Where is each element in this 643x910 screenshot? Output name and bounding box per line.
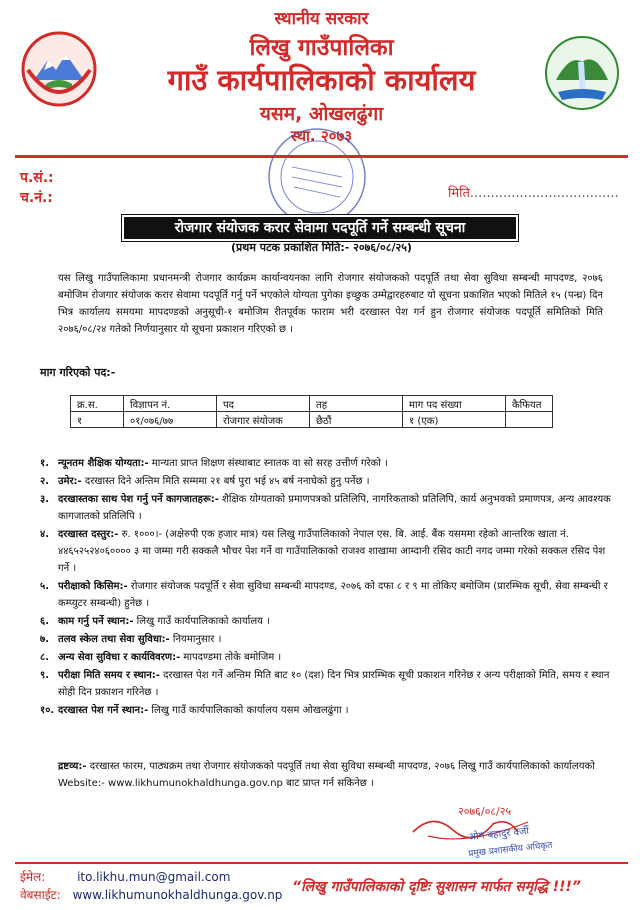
- item-label: दरखास्त दस्तुर:-: [58, 529, 119, 540]
- date-label: मिति: [448, 186, 470, 201]
- signature-date: २०७६/०८/२५: [458, 805, 512, 818]
- item-text: रोजगार संयोजक पदपूर्ति र सेवा सुविधा सम्बन्धी मापदण्ड, २०७६ को दफा ८ र ९ मा तोकिए बमोजिम (प्रारम्भिक सूची, सेवा सम्बन्धी र कम्प्युटर सम्बन्धी) हुनेछ ।: [58, 581, 608, 609]
- need-label: माग गरिएको पद:-: [40, 366, 116, 379]
- item-number: १.: [40, 458, 49, 469]
- header-divider: [15, 155, 628, 158]
- list-item: [40, 702, 615, 719]
- footer-slogan: “लिखु गाउँपालिकाको दृष्टिः सुशासन मार्फत समृद्धि !!!”: [292, 879, 581, 895]
- item-text: लिखु गाउँ कार्यपालिकाको कार्यालय यसम ओखलढुंगा ।: [148, 705, 349, 716]
- date-dots: ....................................: [469, 186, 619, 201]
- table-cell: ०१/०७६/७७: [124, 412, 217, 428]
- cn-label: च.नं.:: [20, 190, 53, 206]
- item-number: ८.: [40, 652, 49, 663]
- table-header-cell: क्र.स.: [71, 396, 124, 412]
- table-header-cell: माग पद संख्या: [403, 396, 506, 412]
- note-text: दरखास्त फारम, पाठ्यक्रम तथा रोजगार संयोजकको पदपूर्ति तथा सेवा सुविधा सम्बन्धी मापदण्ड, २०७६ लिखु गाउँ कार्यपालिकाको कार्यालयको Website:- www.likhumunokhaldhunga.gov.np बाट प्राप्त गर्न सकिनेछ ।: [58, 761, 595, 789]
- item-label: अन्य सेवा सुविधा र कार्यविवरण:-: [58, 652, 181, 663]
- notice-subtitle: (प्रथम पटक प्रकाशित मिति:- २०७६/०८/२५): [231, 241, 412, 254]
- table-header-row: [71, 396, 553, 412]
- email-label: ईमेल:: [20, 870, 46, 884]
- item-label: परीक्षाको किसिम:-: [58, 581, 128, 592]
- list-item: [40, 491, 615, 525]
- item-text: मान्यता प्राप्त शिक्षण संस्थाबाट स्नातक वा सो सरह उत्तीर्ण गरेको ।: [148, 458, 388, 469]
- table-cell: [506, 412, 553, 428]
- footer-email: [20, 868, 230, 885]
- header-line-1: स्थानीय सरकार: [274, 9, 369, 29]
- signature-name: ओम बहादुर दर्जी: [467, 825, 530, 844]
- header-line-4: यसम, ओखलढुंगा: [259, 103, 384, 125]
- date-field: [448, 183, 619, 201]
- item-text: लिखु गाउँ कार्यपालिकाको कार्यालय ।: [133, 616, 270, 627]
- item-text: नियमानुसार ।: [169, 634, 222, 645]
- ps-label: प.सं.:: [20, 170, 54, 186]
- header-line-3: गाउँ कार्यपालिकाको कार्यालय: [167, 63, 476, 97]
- item-number: ५.: [40, 581, 49, 592]
- table-header-cell: कैफियत: [506, 396, 553, 412]
- note: [58, 758, 618, 792]
- item-number: १०.: [40, 705, 55, 716]
- item-text: मापदण्डमा तोके बमोजिम ।: [180, 652, 282, 663]
- table-cell: १: [71, 412, 124, 428]
- header-line-2: लिखु गाउँपालिका: [249, 35, 394, 61]
- website-link[interactable]: www.likhumunokhaldhunga.gov.np: [72, 888, 283, 902]
- list-item: [40, 455, 615, 472]
- item-text: शैक्षिक योग्यताको प्रमाणपत्रको प्रतिलिपि, नागरिकताको प्रतिलिपि, कार्य अनुभवको प्रमाणपत्र, अन्य आवश्यक कागजातको प्रतिलिपि ।: [58, 494, 611, 522]
- footer-website: [20, 886, 282, 903]
- item-label: काम गर्नु पर्ने स्थान:-: [58, 616, 134, 627]
- website-label: वेबसाईट:: [20, 888, 61, 902]
- item-number: ६.: [40, 616, 49, 627]
- item-label: उमेर:-: [58, 476, 82, 487]
- item-label: न्यूनतम शैक्षिक योग्यता:-: [58, 458, 149, 469]
- table-cell: छैठौं: [310, 412, 403, 428]
- table-cell: रोजगार संयोजक: [217, 412, 310, 428]
- signature: [408, 802, 583, 862]
- table-cell: १ (एक): [403, 412, 506, 428]
- list-item: [40, 613, 615, 630]
- footer-divider: [15, 862, 628, 864]
- post-table: [70, 395, 553, 428]
- table-header-cell: पद: [217, 396, 310, 412]
- signature-title: प्रमुख प्रशासकीय अधिकृत: [467, 840, 553, 860]
- item-label: दरखास्त पेश गर्ने स्थान:-: [58, 705, 149, 716]
- list-item: [40, 631, 615, 648]
- item-label: तलव स्केल तथा सेवा सुविधा:-: [58, 634, 170, 645]
- list-item: [40, 649, 615, 666]
- list-item: [40, 667, 615, 701]
- item-text: दरखास्त पेश गर्ने अन्तिम मिति बाट १० (दश) दिन भित्र प्रारम्भिक सूची प्रकाशन गरिनेछ र अन्य परीक्षाको मिति, समय र स्थान सोही दिन प्रकाशन गरिनेछ ।: [58, 670, 610, 698]
- item-text: रु. १०००।- (अक्षेरुपी एक हजार मात्र) यस लिखु गाउँपालिकाको नेपाल एस. बि. आई. बैंक यसममा रहेको आन्तरिक खाता नं. ४४६५२५२४०६०००० ३ मा जम्मा गरी सक्कलै भौचर पेश गर्ने वा गाउँपालिकाको राजश्व शाखामा आम्दानी रसिद काटी नगद जम्मा गरेको सक्कल रसिद पेश गर्ने ।: [58, 529, 606, 574]
- item-label: दरखास्तका साथ पेश गर्नु पर्ने कागजातहरू:-: [58, 494, 219, 505]
- notice-body: यस लिखु गाउँपालिकामा प्रधानमन्त्री रोजगार कार्यक्रम कार्यान्वयनका लागि रोजगार संयोजकको पदपूर्ति तथा सेवा सुविधा सम्बन्धी मापदण्ड, २०७६ बमोजिम रोजगार संयोजक करार सेवामा पदपूर्ति गर्नु पर्ने भएकोले योग्यता पुगेका इच्छुक उम्मेद्वारहरुबाट यो सूचना प्रकाशित भएको मितिले १५ (पन्ध्र) दिन भित्र कार्यालय समयमा मापदण्डको अनुसूची-१ बमोजिम रीतपूर्वक फाराम भरी दरखास्त पेश गर्न हुन रोजगार संयोजक पदपूर्ति समितिको मिति २०७६/०८/२४ गतेको निर्णयानुसार यो सूचना प्रकाशन गरिएको छ ।: [58, 273, 603, 335]
- table-row: [71, 412, 553, 428]
- list-item: [40, 473, 615, 490]
- item-text: दरखास्त दिने अन्तिम मिति सम्ममा २१ बर्ष पुरा भई ४५ बर्ष ननाघेको हुनु पर्नेछ ।: [81, 476, 370, 487]
- header-line-5: स्था. २०७३: [290, 127, 353, 145]
- item-number: २.: [40, 476, 49, 487]
- item-label: परीक्षा मिति समय र स्थान:-: [58, 670, 160, 681]
- item-number: ४.: [40, 529, 49, 540]
- requirements-list: [40, 455, 615, 720]
- list-item: [40, 526, 615, 577]
- notice-title: रोजगार संयोजक करार सेवामा पदपूर्ति गर्ने सम्बन्धी सूचना: [122, 215, 518, 241]
- item-number: ३.: [40, 494, 49, 505]
- item-number: ७.: [40, 634, 49, 645]
- item-number: ९.: [40, 670, 49, 681]
- note-label: द्रष्टव्य:-: [58, 761, 87, 772]
- table-header-cell: तह: [310, 396, 403, 412]
- list-item: [40, 578, 615, 612]
- table-header-cell: विज्ञापन नं.: [124, 396, 217, 412]
- email-link[interactable]: ito.likhu.mun@gmail.com: [77, 870, 231, 884]
